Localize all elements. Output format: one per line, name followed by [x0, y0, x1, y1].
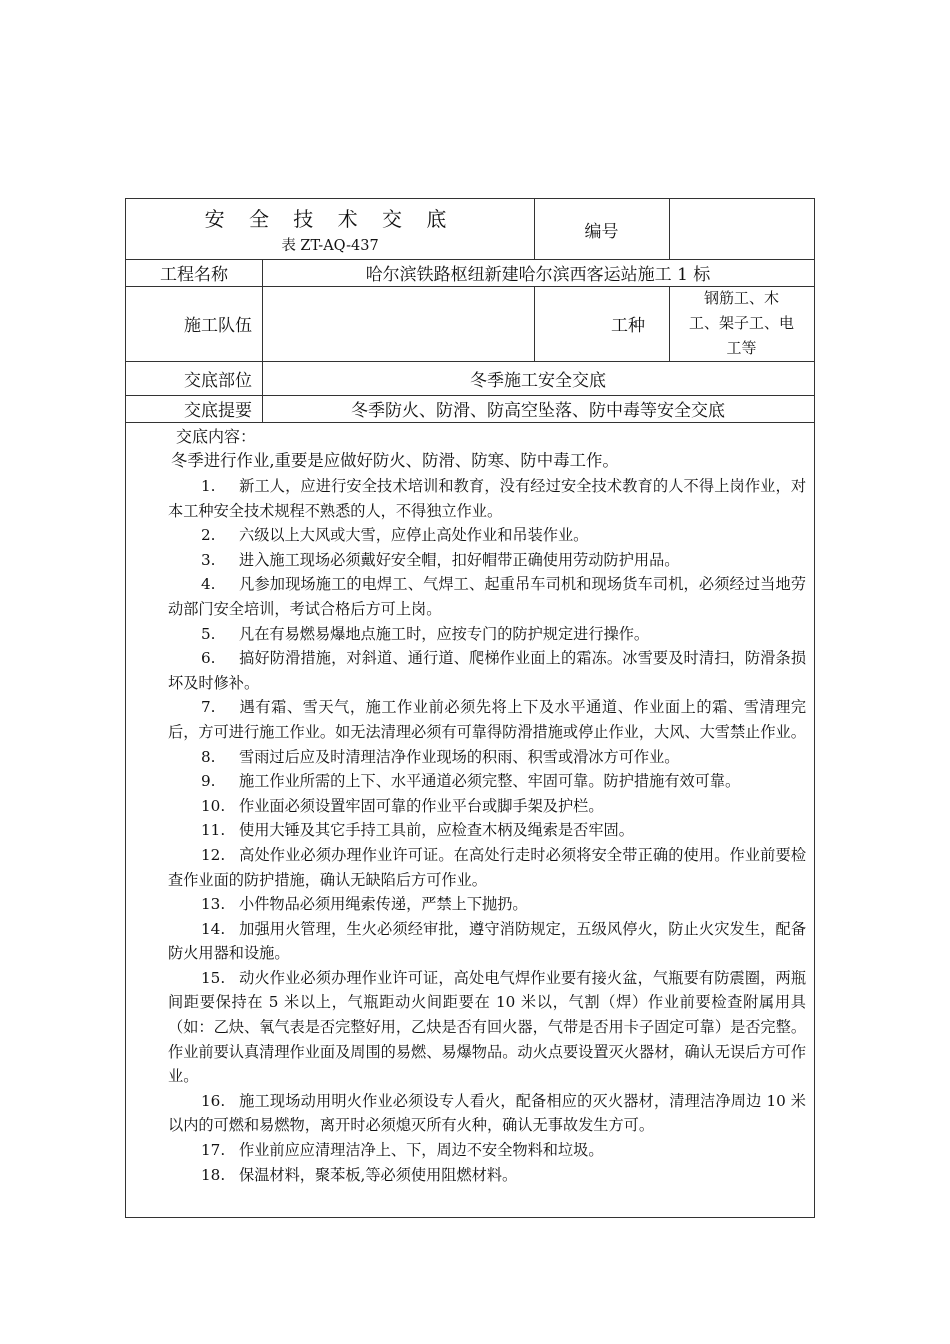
- team-field[interactable]: [262, 286, 534, 361]
- item-text: 小件物品必须用绳索传递，严禁上下抛扔。: [239, 895, 528, 914]
- briefing-item: [168, 646, 806, 695]
- item-text: 施工现场动用明火作业必须设专人看火，配备相应的灭火器材，清理洁净周边 10 米以内的可燃和易燃物，离开时必须熄灭所有火种，确认无事故发生方可。: [168, 1091, 806, 1135]
- trade-value: [669, 286, 814, 361]
- item-number: 9.: [201, 772, 216, 791]
- item-number: 16.: [201, 1091, 226, 1110]
- briefing-item: [168, 794, 806, 819]
- summary-label: 交底提要: [184, 401, 252, 421]
- briefing-item: [168, 966, 806, 1089]
- item-text: 搞好防滑措施，对斜道、通行道、爬梯作业面上的霜冻。冰雪要及时清扫，防滑条损坏及时修补。: [168, 649, 806, 692]
- item-text: 作业面必须设置牢固可靠的作业平台或脚手架及护栏。: [239, 796, 604, 815]
- item-text: 新工人，应进行安全技术培训和教育，没有经过安全技术教育的人不得上岗作业，对本工种安全技术规程不熟悉的人，不得独立作业。: [168, 477, 806, 520]
- item-text: 遇有霜、雪天气，施工作业前必须先将上下及水平通道、作业面上的霜、雪清理完后，方可进行施工作业。如无法清理必须有可靠得防滑措施或停止作业，大风、大雪禁止作业。: [168, 698, 806, 741]
- briefing-item: [168, 474, 806, 523]
- form-header: [126, 199, 534, 259]
- item-text: 保温材料，聚苯板,等必须使用阻燃材料。: [239, 1165, 518, 1184]
- briefing-item: [168, 572, 806, 621]
- item-number: 18.: [201, 1165, 226, 1184]
- briefing-item: [168, 622, 806, 647]
- briefing-item: [168, 917, 806, 966]
- briefing-content: [126, 424, 814, 1217]
- trade-line: 工、架子工、电: [688, 314, 794, 332]
- row-divider: [126, 422, 814, 423]
- trade-line: 工等: [726, 339, 757, 357]
- item-number: 7.: [201, 698, 216, 717]
- item-number: 2.: [201, 526, 216, 545]
- item-number: 1.: [201, 477, 216, 495]
- briefing-item: [168, 523, 806, 548]
- briefing-item: [168, 695, 806, 744]
- item-text: 动火作业必须办理作业许可证，高处电气焊作业要有接火盆，气瓶要有防震圈，两瓶间距要保持在 5 米以上，气瓶距动火间距要在 10 米以，气割（焊）作业前要检查附属用具（如：乙炔、氧气表是否完整好用，乙炔是否有回火器，气带是否用卡子固定可靠）是否完整。作业前要认真清理作业面及周围的易燃、易爆物品。动火点要设置灭火器材，确认无误后方可作业。: [168, 968, 806, 1086]
- item-text: 高处作业必须办理作业许可证。在高处行走时必须将安全带正确的使用。作业前要检查作业面的防护措施，确认无缺陷后方可作业。: [168, 845, 806, 889]
- item-number: 15.: [201, 968, 226, 987]
- location-value: 冬季施工安全交底: [470, 370, 606, 391]
- item-number: 8.: [201, 747, 216, 766]
- item-text: 作业前应应清理洁净上、下，周边不安全物料和垃圾。: [239, 1141, 604, 1160]
- briefing-item: [168, 1163, 806, 1188]
- item-text: 加强用火管理，生火必须经审批，遵守消防规定，五级风停火，防止火灾发生，配备防火用器和设施。: [168, 919, 806, 963]
- item-number: 5.: [201, 624, 216, 643]
- summary-value: 冬季防火、防滑、防高空坠落、防中毒等安全交底: [351, 401, 725, 421]
- item-text: 雪雨过后应及时清理洁净作业现场的积雨、积雪或滑冰方可作业。: [239, 747, 680, 766]
- safety-briefing-form: [125, 198, 815, 1218]
- number-label: 编号: [584, 221, 619, 242]
- item-number: 14.: [201, 919, 226, 938]
- item-text: 凡在有易燃易爆地点施工时，应按专门的防护规定进行操作。: [239, 624, 650, 643]
- briefing-item: [168, 769, 806, 794]
- trade-line: 钢筋工、木: [703, 289, 779, 307]
- item-number: 4.: [201, 575, 216, 594]
- form-code: 表 ZT-AQ-437: [281, 238, 379, 254]
- item-number: 3.: [201, 550, 216, 569]
- content-items: [168, 474, 806, 1187]
- item-text: 六级以上大风或大雪，应停止高处作业和吊装作业。: [239, 526, 589, 545]
- item-number: 13.: [201, 895, 226, 914]
- item-text: 施工作业所需的上下、水平通道必须完整、牢固可靠。防护措施有效可靠。: [239, 772, 741, 791]
- item-number: 6.: [201, 649, 216, 668]
- trade-label: 工种: [611, 316, 645, 336]
- item-text: 进入施工现场必须戴好安全帽，扣好帽带正确使用劳动防护用品。: [239, 550, 680, 569]
- team-label: 施工队伍: [184, 316, 252, 336]
- project-name-label: 工程名称: [160, 265, 228, 285]
- location-label: 交底部位: [184, 370, 252, 391]
- briefing-item: [168, 745, 806, 770]
- item-number: 17.: [201, 1141, 226, 1160]
- form-title: 安 全 技 术 交 底: [204, 207, 456, 231]
- item-text: 使用大锤及其它手持工具前，应检查木柄及绳索是否牢固。: [239, 821, 634, 840]
- item-text: 凡参加现场施工的电焊工、气焊工、起重吊车司机和现场货车司机，必须经过当地劳动部门安全培训，考试合格后方可上岗。: [168, 575, 806, 618]
- briefing-item: [168, 843, 806, 892]
- item-number: 12.: [201, 845, 226, 864]
- project-name-value: 哈尔滨铁路枢纽新建哈尔滨西客运站施工 1 标: [365, 265, 711, 285]
- content-intro: 冬季进行作业,重要是应做好防火、防滑、防寒、防中毒工作。: [171, 451, 619, 470]
- number-field[interactable]: [669, 199, 814, 259]
- briefing-item: [168, 548, 806, 573]
- briefing-item: [168, 1089, 806, 1138]
- item-number: 11.: [201, 821, 226, 840]
- item-number: 10.: [201, 796, 226, 815]
- briefing-item: [168, 1138, 806, 1163]
- content-label: 交底内容：: [176, 427, 257, 446]
- briefing-item: [168, 892, 806, 917]
- briefing-item: [168, 818, 806, 843]
